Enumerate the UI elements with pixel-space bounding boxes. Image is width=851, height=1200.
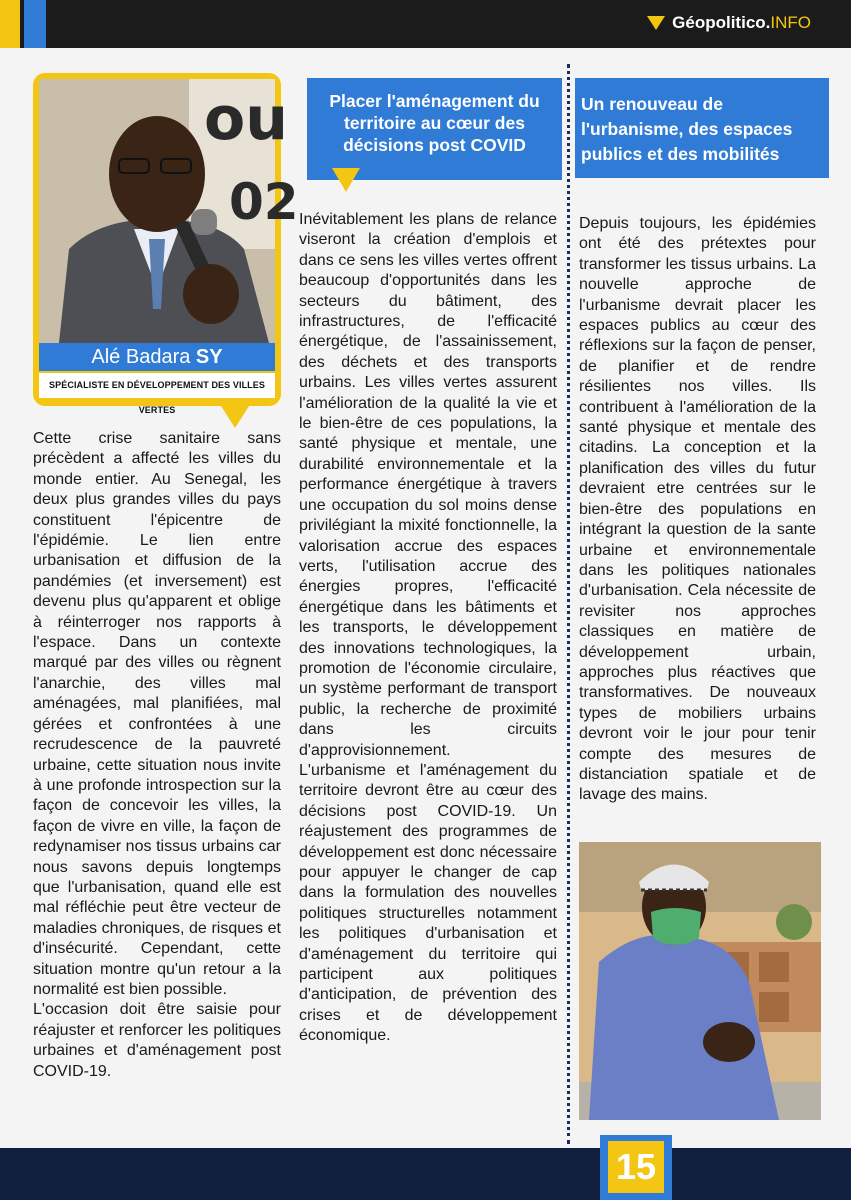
profile-last-name: SY xyxy=(195,346,223,368)
column-1-text xyxy=(33,429,281,1082)
svg-text:ou: ou xyxy=(204,84,288,154)
dotted-divider xyxy=(567,64,570,1144)
column-2-paragraph: L'urbanisme et l'aménagement du territoire devront être au cœur des décisions post COVID-19. Un réajustement des programmes de développement est donc nécessaire pour appuyer le changer de cap dans la formulation des nouvelles politiques structurelles notamment les politiques d'urbanisation et d'aménagement du territoire qui participent aux politiques d'anticipation, de prévention des crises et de développement économique. xyxy=(299,761,557,1045)
heading-pointer-icon xyxy=(332,168,360,192)
brand-logo xyxy=(647,10,811,36)
page-number: 15 xyxy=(615,1146,657,1187)
column-2-text xyxy=(299,210,557,1047)
column-2-paragraph: Inévitablement les plans de relance viseront la création d'emplois et dans ce sens les villes vertes offrent beaucoup d'opportunités dans les secteurs du bâtiment, des infrastructures, de l'efficacité énergétique, de l'assainissement, des déchets et des transports urbains. Les villes vertes assurent l'amélioration de la qualité la vie et le bien-être de ces populations, la santé physique et mentale, une durabilité environnementale et la performance énergétique à travers une occupation du sol moins dense privilégiant la mixité fonctionnelle, la valorisation accrue des espaces verts, l'utilisation accrue des énergies propres, l'efficacité énergétique dans les bâtiments et les transports, le développement des innovations technologiques, la promotion de l'économie circulaire, un système performant de transport public, la recherche de proximité dans les circuits d'approvisionnement. xyxy=(299,211,557,759)
profile-name-bar xyxy=(39,343,275,371)
column-1-paragraph: L'occasion doit être saisie pour réajuster et renforcer les politiques urbaines et d'aménagement post COVID-19. xyxy=(33,1001,281,1080)
footer-bar xyxy=(0,1148,851,1200)
profile-first-name: Alé Badara xyxy=(91,346,191,368)
portrait-pointer-icon xyxy=(221,406,249,428)
column-3-text xyxy=(579,214,816,806)
brand-name-light: INFO xyxy=(770,13,811,32)
column-3-heading: Un renouveau de l'urbanisme, des espaces publics et des mobilités xyxy=(575,78,829,178)
portrait-photo xyxy=(39,79,299,343)
header-blue-stripe xyxy=(24,0,46,48)
column-3-paragraph: Depuis toujours, les épidémies ont été des prétextes pour transformer les tissus urbains. La nouvelle approche de l'urbanisme devrait placer les espaces publics au cœur des réflexions sur la façon de penser, de planifier et de rendre résilientes nos villes. Ils contribuent à l'amélioration de la santé physique et mentale des citadins. La conception et la planification des villes du futur devraient etre centrées sur le bien-être des populations en intégrant la question de la sante urbaine et environnementale dans les politiques nationales d'urbanisation. Cela nécessite de revisiter nos approches classiques en matière de développement urbain, approches plus réactives que transformatives. De nouveaux types de mobiliers urbains devront voir le jour pour tenir compte des mesures de distanciation spatiale et de lavage des mains. xyxy=(579,215,816,804)
profile-role: SPÉCIALISTE EN DÉVELOPPEMENT DES VILLES VERTES xyxy=(39,373,275,398)
brand-triangle-icon xyxy=(647,16,665,30)
portrait-illustration xyxy=(39,79,299,343)
masked-man-illustration xyxy=(579,842,821,1120)
column-1-paragraph: Cette crise sanitaire sans précèdent a affecté les villes du monde entier. Au Senegal, les deux plus grandes villes du pays constituent l'épicentre de l'épidémie. Le lien entre urbanisation et diffusion de la pandémies (et inversement) est devenu plus qu'apparent et oblige à réinterroger nos rapports à l'espace. Dans un contexte marqué par des villes ou règnent l'anarchie, des villes mal aménagées, mal planifiées, mal gérées et confrontées à une recrudescence de la pauvreté urbaine, cette situation nous invite à une profonde introspection sur la façon de concevoir les villes, la façon de vivre en ville, la façon de redynamiser nos tissus urbains car nous savons depuis longtemps que l'urbanisation, quand elle est mal réfléchie peut être vecteur de maladies chroniques, de risques et d'insécurité. Cependant, cette situation montre qu'un retour a la normalité est bien possible. xyxy=(33,430,281,998)
svg-text:02: 02 xyxy=(229,173,299,231)
header-yellow-stripe xyxy=(0,0,20,48)
column-2-heading: Placer l'aménagement du territoire au cœur des décisions post COVID xyxy=(307,78,562,180)
masked-man-photo xyxy=(579,842,821,1120)
brand-name-bold: Géopolitico. xyxy=(672,13,771,32)
